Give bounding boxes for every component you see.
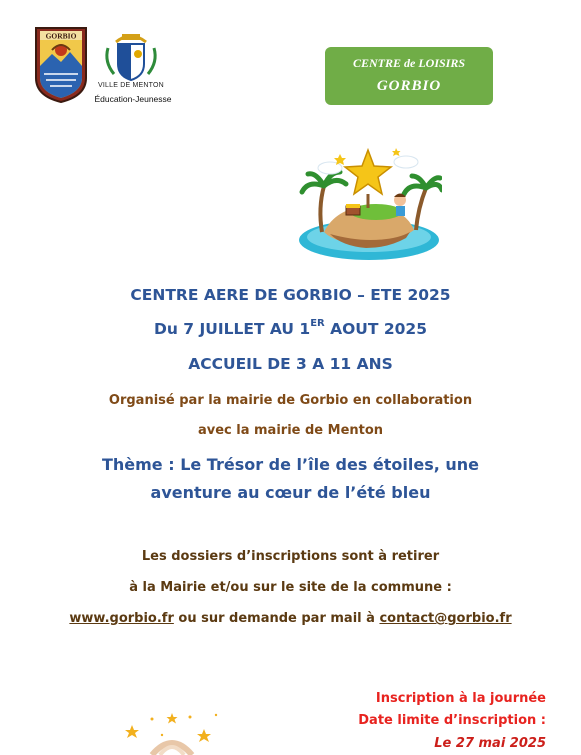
sparkle-stars-decoration xyxy=(112,705,232,755)
centre-de-loisirs-banner xyxy=(325,47,493,105)
organisation-line1: Organisé par la mairie de Gorbio en collaboration xyxy=(108,393,473,408)
menton-city-logo xyxy=(94,28,172,108)
menton-city-label: VILLE DE MENTON xyxy=(98,82,164,89)
info-line2: à la Mairie et/ou sur le site de la commune : xyxy=(129,580,452,595)
title-dates-superscript: ER xyxy=(310,318,325,329)
email-link[interactable]: contact@gorbio.fr xyxy=(379,611,512,626)
registration-deadline-label: Date limite d’inscription : xyxy=(358,713,546,728)
info-contact-line xyxy=(0,611,581,626)
title-age-range: ACCUEIL DE 3 A 11 ANS xyxy=(188,355,393,373)
menton-department-label: Éducation-Jeunesse xyxy=(94,94,172,104)
treasure-island-illustration xyxy=(296,142,442,264)
info-line1: Les dossiers d’inscriptions sont à retirer xyxy=(141,549,440,564)
info-contact-middle: ou sur demande par mail à xyxy=(173,611,380,626)
gorbio-coat-of-arms-logo xyxy=(34,26,88,104)
svg-text:GORBIO: GORBIO xyxy=(45,31,77,41)
centre-banner-line2: GORBIO xyxy=(376,78,442,94)
title-centre-aere: CENTRE AERE DE GORBIO – ETE 2025 xyxy=(130,286,451,304)
centre-banner-line1: CENTRE de LOISIRS xyxy=(352,56,466,70)
registration-daily: Inscription à la journée xyxy=(375,691,546,706)
theme-line2: aventure au cœur de l’été bleu xyxy=(150,483,431,502)
menton-crest-icon xyxy=(98,28,164,82)
registration-deadline-date: Le 27 mai 2025 xyxy=(434,736,546,751)
title-dates-start: Du 7 JUILLET AU 1 xyxy=(154,320,311,338)
theme-line1: Thème : Le Trésor de l’île des étoiles, une xyxy=(101,455,480,474)
title-dates-end: AOUT 2025 xyxy=(324,320,427,338)
website-link[interactable]: www.gorbio.fr xyxy=(69,611,174,626)
title-dates xyxy=(0,320,581,338)
organisation-line2: avec la mairie de Menton xyxy=(197,423,384,438)
